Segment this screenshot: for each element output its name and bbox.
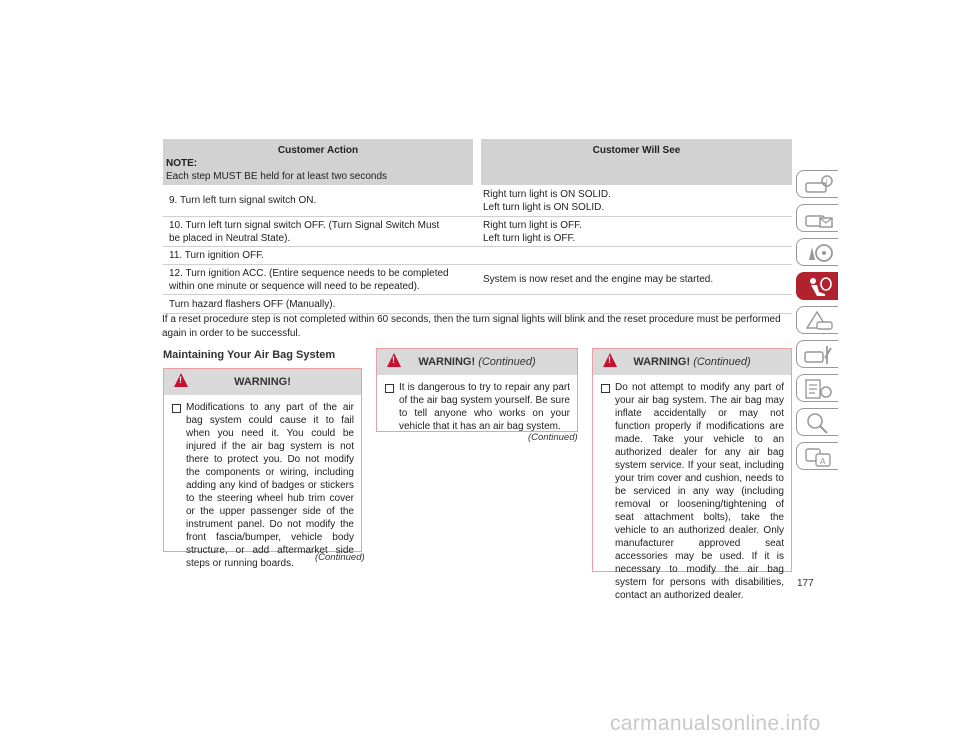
- checkbox-bullet-icon: [601, 384, 610, 393]
- svg-text:A: A: [820, 457, 826, 466]
- warning-header: ! WARNING! (Continued): [377, 349, 577, 375]
- table-row: 10. Turn left turn signal switch OFF. (Turn Signal Switch Must be placed in Neutral State). Right turn light is OFF. Left turn light is OFF.: [163, 217, 792, 247]
- reset-footnote: If a reset procedure step is not completed within 60 seconds, then the turn signal lights will blink and the reset procedure must be performed again in order to be successful.: [162, 314, 781, 339]
- header-note-label: NOTE:: [166, 158, 198, 169]
- section-title: Maintaining Your Air Bag System: [163, 349, 336, 361]
- checkbox-bullet-icon: [172, 404, 181, 413]
- airbag-seat-icon: [803, 276, 835, 298]
- table-row: Turn hazard flashers OFF (Manually).: [163, 295, 792, 314]
- search-icon: [803, 412, 835, 434]
- svg-text:i: i: [825, 178, 828, 186]
- page-number: 177: [797, 578, 814, 589]
- header-customer-will-see: Customer Will See: [592, 145, 681, 156]
- tab-language[interactable]: [796, 442, 838, 470]
- header-left-title: Customer Action: [277, 145, 359, 156]
- watermark: carmanualsonline.info: [610, 712, 821, 735]
- tab-search[interactable]: [796, 408, 838, 436]
- procedure-table: [163, 139, 792, 314]
- tab-list-settings[interactable]: [796, 374, 838, 402]
- tab-car-tools[interactable]: [796, 340, 838, 368]
- car-info-icon: [803, 174, 835, 196]
- warning-box-3: [592, 348, 792, 601]
- continued-note: (Continued): [528, 432, 578, 443]
- warning-header: ! WARNING! (Continued): [593, 349, 791, 375]
- header-customer-action: [163, 139, 473, 185]
- warning-triangle-icon: [387, 353, 401, 367]
- warning-triangle-icon: [603, 353, 617, 367]
- table-row: 9. Turn left turn signal switch ON. Right turn light is ON SOLID. Left turn light is ON SOLID.: [163, 185, 792, 217]
- car-warning-icon: [803, 310, 835, 332]
- steering-wheel-icon: [803, 242, 835, 264]
- tab-car-warning[interactable]: [796, 306, 838, 334]
- warning-text: It is dangerous to try to repair any part of the air bag system yourself. Be sure to tell anyone who works on your vehicle that it has an air bag system.: [399, 382, 570, 432]
- table-header: [163, 139, 792, 185]
- list-settings-icon: [803, 378, 835, 400]
- language-icon: [803, 446, 835, 468]
- continued-note: (Continued): [315, 552, 365, 563]
- header-note-text: Each step MUST BE held for at least two seconds: [166, 171, 388, 182]
- tab-car-info[interactable]: [796, 170, 838, 198]
- warning-text: Do not attempt to modify any part of your air bag system. The air bag may inflate accidentally or may not function properly if modifications are made. Take your vehicle to an authorized dealer for any air bag system service. If your seat, including your trim cover and cushion, needs to be serviced in any way (including removal or loosening/tightening of seat attachment bolts), take the vehicle to an authorized dealer. Only manufacturer approved seat accessories may be used. If it is necessary to modify the air bag system for persons with disabilities, contact an authorized dealer.: [615, 382, 784, 601]
- car-mail-icon: [803, 208, 835, 230]
- warning-box-2: [376, 348, 578, 432]
- warning-header: ! WARNING!: [164, 369, 361, 395]
- warning-text: Modifications to any part of the air bag system could cause it to fail when you need it. You could be injured if the air bag system is not there to protect you. Do not modify the components or wiring, including adding any kind of badges or stickers to the steering wheel hub trim cover or the upper passenger side of the instrument panel. Do not modify the front fascia/bumper, vehicle body structure, or add aftermarket side steps or running boards.: [186, 402, 354, 569]
- table-row: 11. Turn ignition OFF.: [163, 247, 792, 265]
- warning-triangle-icon: [174, 373, 188, 387]
- tab-airbag-active[interactable]: [796, 272, 838, 300]
- car-tools-icon: [803, 344, 835, 366]
- table-row: 12. Turn ignition ACC. (Entire sequence needs to be completed within one minute or sequence will need to be repeated). System is now reset and the engine may be started.: [163, 265, 792, 295]
- tab-steering[interactable]: [796, 238, 838, 266]
- checkbox-bullet-icon: [385, 384, 394, 393]
- tab-car-mail[interactable]: [796, 204, 838, 232]
